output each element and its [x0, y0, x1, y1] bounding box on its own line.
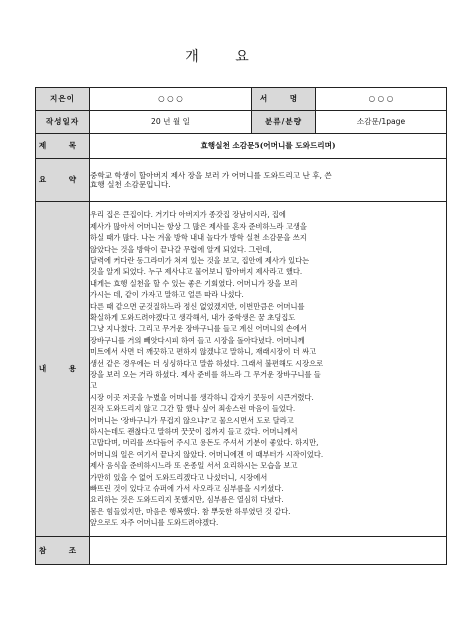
summary-row: [36, 159, 447, 202]
content-line: 가만히 있을 수 없어 도와드리겠다고 나섰더니, 시장에서: [90, 472, 268, 482]
subject-label: 제 목: [36, 134, 90, 159]
content-line: 요리하는 것은 도와드리지 못했지만, 심부름은 열심히 다녔다.: [90, 495, 284, 505]
page-title: 개 요: [185, 49, 265, 65]
content-line: 가시는 데, 같이 가자고 말하고 얼른 따라 나섰다.: [90, 290, 244, 300]
content-line: 하실 때가 많다. 나는 겨울 방학 내내 놀다가 방학 실천 소감문을 쓰지: [90, 233, 307, 243]
date-label: 작성일자: [36, 111, 90, 134]
content-line: 진작 도와드리지 않고 그간 할 했나 싶어 죄송스런 마음이 들었다.: [90, 404, 296, 414]
content-label: 내 용: [36, 202, 90, 537]
subject-value: 효행실천 소감문5(어머니를 도와드리며): [90, 134, 447, 159]
document-outline-table: [35, 87, 447, 565]
content-line: 것을 알게 되었다. 누구 제사냐고 물어보니 할아버지 제사라고 했다.: [90, 267, 303, 277]
subject-row: [36, 134, 447, 159]
content-line: 내게는 효행 실천을 할 수 있는 좋은 기회였다. 어머니가 장을 보러: [90, 278, 298, 288]
reference-label: 참 조: [36, 537, 90, 565]
book-name-label: 서 명: [252, 88, 316, 111]
content-line: 어머니의 일은 여기서 끝나지 않았다. 어머니에겐 이 때부터가 시작이었다.: [90, 449, 324, 459]
content-line: 우리 집은 큰집이다. 거기다 아버지가 종갓집 장남이시라, 집에: [90, 210, 286, 220]
content-line: 빠뜨린 것이 있다고 슈퍼에 가서 사오라고 심부름을 시키셨다.: [90, 484, 284, 494]
content-text: [90, 202, 447, 537]
summary-label: 요 약: [36, 159, 90, 202]
date-value: 20 년 월 일: [90, 111, 252, 134]
content-line: 하시는데도 괜찮다고 말하며 꿋꿋이 집까지 들고 갔다. 어머니께서: [90, 427, 298, 437]
content-line: 다른 때 같으면 군것질하느라 정신 없었겠지만, 이번만큼은 어머니를: [90, 301, 305, 311]
content-line: 않았다는 것을 방학이 끝나갈 무렵에 알게 되었다. 그런데,: [90, 244, 272, 254]
content-line: 몸은 힘들었지만, 마음은 행복했다. 참 뿌듯한 하루였던 것 같다.: [90, 506, 291, 516]
summary-line: 중학교 학생이 할아버지 제사 장을 보러 가 어머니를 도와드리고 난 후, 쓴: [90, 170, 332, 180]
content-line: 장을 보러 오는 거라 하셨다. 제사 준비를 하느라 그 무거운 장바구니를 들: [90, 370, 321, 379]
content-line: 장바구니를 거의 빼앗다시피 하여 들고 시장을 돌아다녔다. 어머니께: [90, 335, 305, 345]
content-line: 생선 같은 경우에는 더 싱싱하다고 말씀 하셨다. 그래서 불편해도 시장으로: [90, 358, 324, 368]
content-line: 그냥 지나쳤다. 그리고 무거운 장바구니를 들고 계신 어머니의 손에서: [90, 324, 307, 334]
content-line: 시장 이곳 저곳을 누볐을 어머니를 생각하니 갑자기 콧등이 시큰거렸다.: [90, 392, 314, 402]
author-value: ○ ○ ○: [90, 88, 252, 111]
content-line: 미트에서 사면 더 깨끗하고 편하지 않겠냐고 말하니, 재래시장이 더 싸고: [90, 347, 317, 357]
content-line: 제사 음식을 준비하시느라 또 온종일 서서 요리하시는 모습을 보고: [90, 461, 298, 471]
reference-value: [90, 537, 447, 565]
content-line: 달력에 커다란 동그라미가 쳐져 있는 것을 보고, 집안에 제사가 있다는: [90, 255, 310, 265]
date-row: [36, 111, 447, 134]
category-value: 소감문/1page: [316, 111, 447, 134]
summary-line: 효행 실천 소감문입니다.: [90, 180, 171, 189]
content-line: 제사가 많아서 어머니는 항상 그 많은 제사를 혼자 준비하느라 고생을: [90, 221, 307, 231]
content-line: 어머니는 '장바구니가 무겁지 않으냐?'고 물으시면서 도로 달라고: [90, 415, 294, 425]
author-label: 지은이: [36, 88, 90, 111]
content-row: [36, 202, 447, 537]
book-name-value: ○ ○ ○: [316, 88, 447, 111]
category-label: 분류/분량: [252, 111, 316, 134]
content-line: 확실하게 도와드려야겠다고 생각해서, 내가 중학생은 꿈 초딩집도: [90, 312, 296, 322]
author-row: [36, 88, 447, 111]
reference-row: [36, 537, 447, 565]
content-line: 앞으로도 자주 어머니를 도와드려야겠다.: [90, 518, 219, 528]
summary-text: [90, 159, 447, 202]
content-line: 고: [90, 381, 98, 391]
content-line: 고맙다며, 머리를 쓰다듬어 주시고 용돈도 주셔서 기분이 좋았다. 하지만,: [90, 438, 319, 448]
